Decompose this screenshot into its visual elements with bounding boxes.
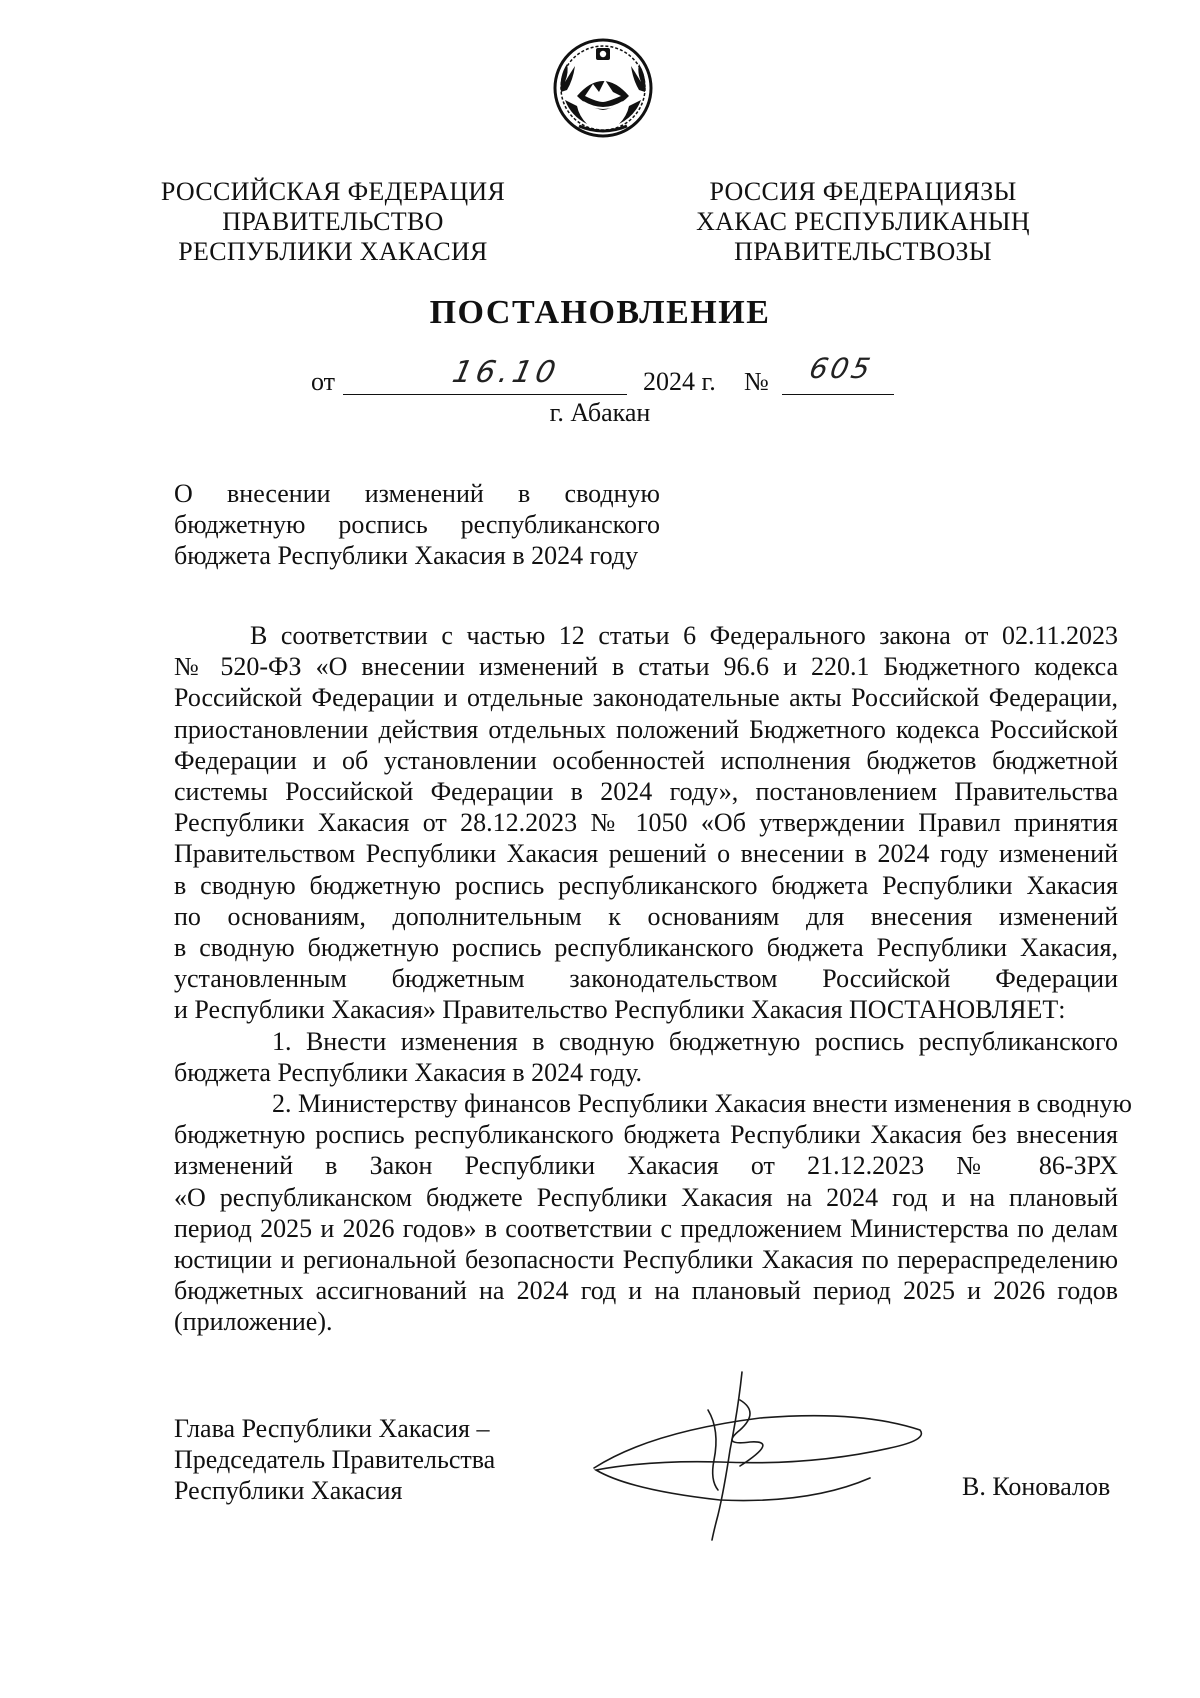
header-left-line: ПРАВИТЕЛЬСТВО [222,207,444,236]
header-right-line: ХАКАС РЕСПУБЛИКАНЫҢ [696,207,1030,236]
signatory-title-line: Председатель Правительства [174,1445,496,1474]
signatory-title-line: Глава Республики Хакасия – [174,1414,490,1443]
body-line: приостановлении действия отдельных положений Бюджетного кодекса Российской [174,714,1118,744]
handwritten-signature [590,1370,930,1545]
body-line: в сводную бюджетную роспись республиканского бюджета Республики Хакасия, [174,933,1118,963]
body-line: бюджетных ассигнований на 2024 год и на плановый период 2025 и 2026 годов [174,1276,1118,1306]
document-subject [174,478,660,571]
date-underline [343,394,627,395]
number-underline [782,394,894,395]
coat-of-arms-emblem [547,36,659,140]
document-type-title: ПОСТАНОВЛЕНИЕ [429,294,771,331]
header-left-line: РОССИЙСКАЯ ФЕДЕРАЦИЯ [160,177,506,206]
body-line: 2. Министерству финансов Республики Хакасия внести изменения в сводную [272,1089,1132,1119]
body-line: (приложение). [174,1307,333,1337]
body-line: период 2025 и 2026 годов» в соответствии с предложением Министерства по делам [174,1213,1118,1243]
subject-line: бюджета Республики Хакасия в 2024 году [174,541,639,570]
body-line: 1. Внести изменения в сводную бюджетную роспись республиканского [272,1026,1118,1056]
subject-line: бюджетную роспись республиканского [174,510,660,539]
body-line: в сводную бюджетную роспись республиканского бюджета Республики Хакасия [174,870,1118,900]
body-line: системы Российской Федерации в 2024 году», постановлением Правительства [174,777,1118,807]
body-line: установленным бюджетным законодательством Российской Федерации [174,964,1118,994]
header-right-line: РОССИЯ ФЕДЕРАЦИЯЗЫ [709,177,1017,206]
body-line: В соответствии с частью 12 статьи 6 Федерального закона от 02.11.2023 [250,621,1118,650]
body-line: Федерации и об установлении особенностей исполнения бюджетов бюджетной [174,745,1118,775]
date-from-label: от [311,367,336,396]
header-left-line: РЕСПУБЛИКИ ХАКАСИЯ [178,237,488,266]
body-line: «О республиканском бюджете Республики Хакасия на 2024 год и на плановый [174,1182,1118,1212]
body-line: Российской Федерации и отдельные законодательные акты Российской Федерации, [174,683,1118,713]
body-line: по основаниям, дополнительным к основаниям для внесения изменений [174,901,1118,931]
body-line: изменений в Закон Республики Хакасия от 21.12.2023 № 86-ЗРХ [174,1151,1118,1181]
body-line: Правительством Республики Хакасия решений о внесении в 2024 году изменений [174,839,1118,869]
number-label: № [744,367,769,396]
header-left [160,177,506,267]
header-right [690,177,1036,267]
body-line: Республики Хакасия от 28.12.2023 № 1050 «Об утверждении Правил принятия [174,808,1118,838]
body-line: юстиции и региональной безопасности Республики Хакасия по перераспределению [174,1245,1118,1275]
signatory-title [174,1413,495,1506]
signatory-name: В. Коновалов [962,1472,1111,1501]
header-right-line: ПРАВИТЕЛЬСТВОЗЫ [734,237,992,266]
year-label: 2024 г. [643,367,716,396]
handwritten-number: 605 [806,352,876,385]
document-body [174,620,1132,1338]
body-line: № 520-ФЗ «О внесении изменений в статьи 96.6 и 220.1 Бюджетного кодекса [174,652,1118,682]
handwritten-date: 16.10 [449,355,563,390]
body-line: бюджета Республики Хакасия в 2024 году. [174,1057,643,1087]
city-label: г. Абакан [549,398,651,427]
subject-line: О внесении изменений в сводную [174,479,660,508]
body-line: и Республики Хакасия» Правительство Республики Хакасия ПОСТАНОВЛЯЕТ: [174,995,1066,1025]
signatory-title-line: Республики Хакасия [174,1476,403,1505]
body-line: бюджетную роспись республиканского бюджета Республики Хакасия без внесения [174,1120,1118,1150]
